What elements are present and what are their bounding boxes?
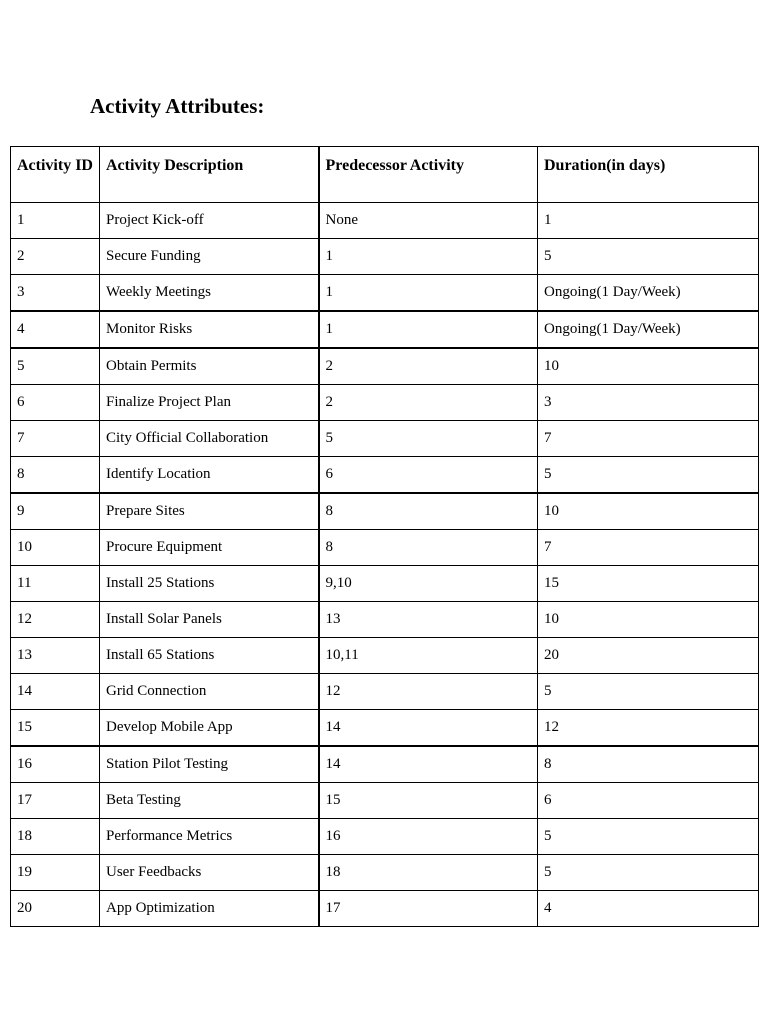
cell-duration: 10 [538,348,759,385]
cell-duration: 12 [538,710,759,747]
table-row [11,638,759,674]
cell-predecessor-activity: 16 [319,819,538,855]
cell-duration: 5 [538,855,759,891]
cell-activity-description: Performance Metrics [100,819,319,855]
cell-activity-id: 8 [11,457,100,494]
header-activity-description: Activity Description [100,147,319,203]
table-row [11,203,759,239]
cell-activity-description: Beta Testing [100,783,319,819]
cell-activity-id: 12 [11,602,100,638]
table-row [11,348,759,385]
table-row [11,493,759,530]
cell-activity-id: 18 [11,819,100,855]
cell-activity-description: Station Pilot Testing [100,746,319,783]
table-row [11,602,759,638]
cell-activity-id: 5 [11,348,100,385]
table-row [11,275,759,312]
table-row [11,891,759,927]
cell-activity-description: Prepare Sites [100,493,319,530]
cell-activity-description: Develop Mobile App [100,710,319,747]
cell-activity-id: 7 [11,421,100,457]
cell-activity-id: 20 [11,891,100,927]
table-row [11,746,759,783]
cell-duration: 6 [538,783,759,819]
cell-predecessor-activity: 1 [319,275,538,312]
cell-activity-description: Obtain Permits [100,348,319,385]
cell-predecessor-activity: 2 [319,385,538,421]
header-row [11,147,759,203]
table-row [11,311,759,348]
cell-activity-description: Project Kick-off [100,203,319,239]
cell-activity-id: 9 [11,493,100,530]
cell-activity-description: Install 25 Stations [100,566,319,602]
header-activity-id: Activity ID [11,147,100,203]
cell-activity-description: Procure Equipment [100,530,319,566]
cell-duration: 20 [538,638,759,674]
cell-duration: 1 [538,203,759,239]
cell-duration: Ongoing(1 Day/Week) [538,311,759,348]
cell-activity-description: Monitor Risks [100,311,319,348]
header-predecessor-activity: Predecessor Activity [319,147,538,203]
cell-predecessor-activity: 9,10 [319,566,538,602]
table-row [11,239,759,275]
table-body [11,203,759,927]
header-duration: Duration(in days) [538,147,759,203]
cell-activity-description: App Optimization [100,891,319,927]
cell-duration: 7 [538,530,759,566]
table-row [11,783,759,819]
cell-duration: 5 [538,239,759,275]
cell-activity-id: 13 [11,638,100,674]
cell-activity-id: 16 [11,746,100,783]
cell-activity-description: Secure Funding [100,239,319,275]
cell-predecessor-activity: 2 [319,348,538,385]
cell-activity-description: User Feedbacks [100,855,319,891]
table-row [11,566,759,602]
cell-predecessor-activity: 1 [319,311,538,348]
cell-activity-id: 17 [11,783,100,819]
table-row [11,819,759,855]
cell-predecessor-activity: None [319,203,538,239]
table-row [11,674,759,710]
cell-activity-description: Install 65 Stations [100,638,319,674]
table-row [11,385,759,421]
cell-duration: 15 [538,566,759,602]
activity-attributes-table [10,146,759,927]
cell-duration: 3 [538,385,759,421]
cell-activity-id: 4 [11,311,100,348]
table-row [11,457,759,494]
cell-activity-id: 19 [11,855,100,891]
cell-duration: 4 [538,891,759,927]
cell-predecessor-activity: 1 [319,239,538,275]
cell-duration: Ongoing(1 Day/Week) [538,275,759,312]
cell-predecessor-activity: 8 [319,530,538,566]
cell-predecessor-activity: 12 [319,674,538,710]
cell-duration: 10 [538,493,759,530]
cell-activity-description: Install Solar Panels [100,602,319,638]
cell-predecessor-activity: 6 [319,457,538,494]
cell-duration: 5 [538,819,759,855]
cell-duration: 5 [538,457,759,494]
cell-predecessor-activity: 15 [319,783,538,819]
cell-predecessor-activity: 14 [319,710,538,747]
table-header [11,147,759,203]
table-row [11,855,759,891]
cell-predecessor-activity: 13 [319,602,538,638]
cell-duration: 10 [538,602,759,638]
cell-predecessor-activity: 8 [319,493,538,530]
cell-predecessor-activity: 10,11 [319,638,538,674]
cell-duration: 8 [538,746,759,783]
cell-activity-description: Finalize Project Plan [100,385,319,421]
table-row [11,710,759,747]
table-row [11,421,759,457]
cell-activity-id: 15 [11,710,100,747]
cell-activity-id: 10 [11,530,100,566]
cell-activity-id: 2 [11,239,100,275]
cell-activity-id: 3 [11,275,100,312]
cell-predecessor-activity: 18 [319,855,538,891]
cell-activity-id: 11 [11,566,100,602]
table-row [11,530,759,566]
cell-activity-description: Weekly Meetings [100,275,319,312]
cell-activity-description: Grid Connection [100,674,319,710]
cell-activity-id: 14 [11,674,100,710]
cell-duration: 5 [538,674,759,710]
cell-activity-id: 6 [11,385,100,421]
cell-activity-id: 1 [11,203,100,239]
cell-predecessor-activity: 17 [319,891,538,927]
cell-duration: 7 [538,421,759,457]
cell-predecessor-activity: 5 [319,421,538,457]
cell-predecessor-activity: 14 [319,746,538,783]
cell-activity-description: Identify Location [100,457,319,494]
cell-activity-description: City Official Collaboration [100,421,319,457]
page-title: Activity Attributes: [90,94,265,118]
